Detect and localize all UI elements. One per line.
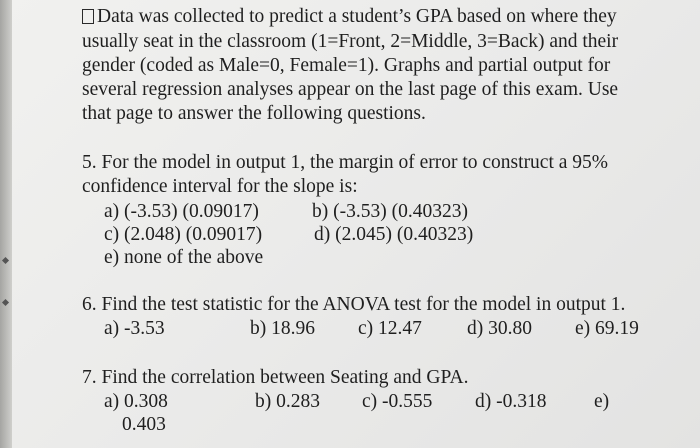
intro-line-3: gender (coded as Male=0, Female=1). Graphs and partial output for xyxy=(82,55,611,76)
q7-line: 7. Find the correlation between Seating and GPA. xyxy=(82,367,469,388)
intro-line-1: Data was collected to predict a student’s GPA based on where they xyxy=(82,6,617,28)
q5-option-b: b) (-3.53) (0.40323) xyxy=(312,201,468,222)
intro-line-4: several regression analyses appear on the last page of this exam. Use xyxy=(82,79,619,100)
intro-line-5: that page to answer the following questions. xyxy=(82,103,426,124)
q7-option-e: e) xyxy=(594,391,610,412)
checkbox-icon xyxy=(82,9,94,24)
q6-option-a: a) -3.53 xyxy=(104,318,165,339)
q5-option-d: d) (2.045) (0.40323) xyxy=(314,224,474,245)
q5-line-2: confidence interval for the slope is: xyxy=(82,176,358,197)
q6-line: 6. Find the test statistic for the ANOVA test for the model in output 1. xyxy=(82,294,626,315)
edge-mark-lower xyxy=(2,299,9,306)
q5-option-c: c) (2.048) (0.09017) xyxy=(104,224,263,245)
q5-line-1: 5. For the model in output 1, the margin of error to construct a 95% xyxy=(82,152,609,173)
q6-option-c: c) 12.47 xyxy=(358,318,422,339)
q7-option-c: c) -0.555 xyxy=(362,391,433,412)
q7-option-b: b) 0.283 xyxy=(255,391,320,412)
edge-mark-upper xyxy=(2,257,9,264)
q5-option-e: e) none of the above xyxy=(104,247,264,268)
q7-option-a: a) 0.308 xyxy=(104,391,168,412)
q6-option-b: b) 18.96 xyxy=(250,318,315,339)
q6-option-d: d) 30.80 xyxy=(467,318,532,339)
q5-option-a: a) (-3.53) (0.09017) xyxy=(104,201,259,222)
q7-option-d: d) -0.318 xyxy=(475,391,547,412)
q6-option-e: e) 69.19 xyxy=(575,318,639,339)
intro-line-2: usually seat in the classroom (1=Front, 2=Middle, 3=Back) and their xyxy=(82,31,619,52)
page-edge xyxy=(0,0,12,448)
q7-option-e-value: 0.403 xyxy=(122,414,166,435)
